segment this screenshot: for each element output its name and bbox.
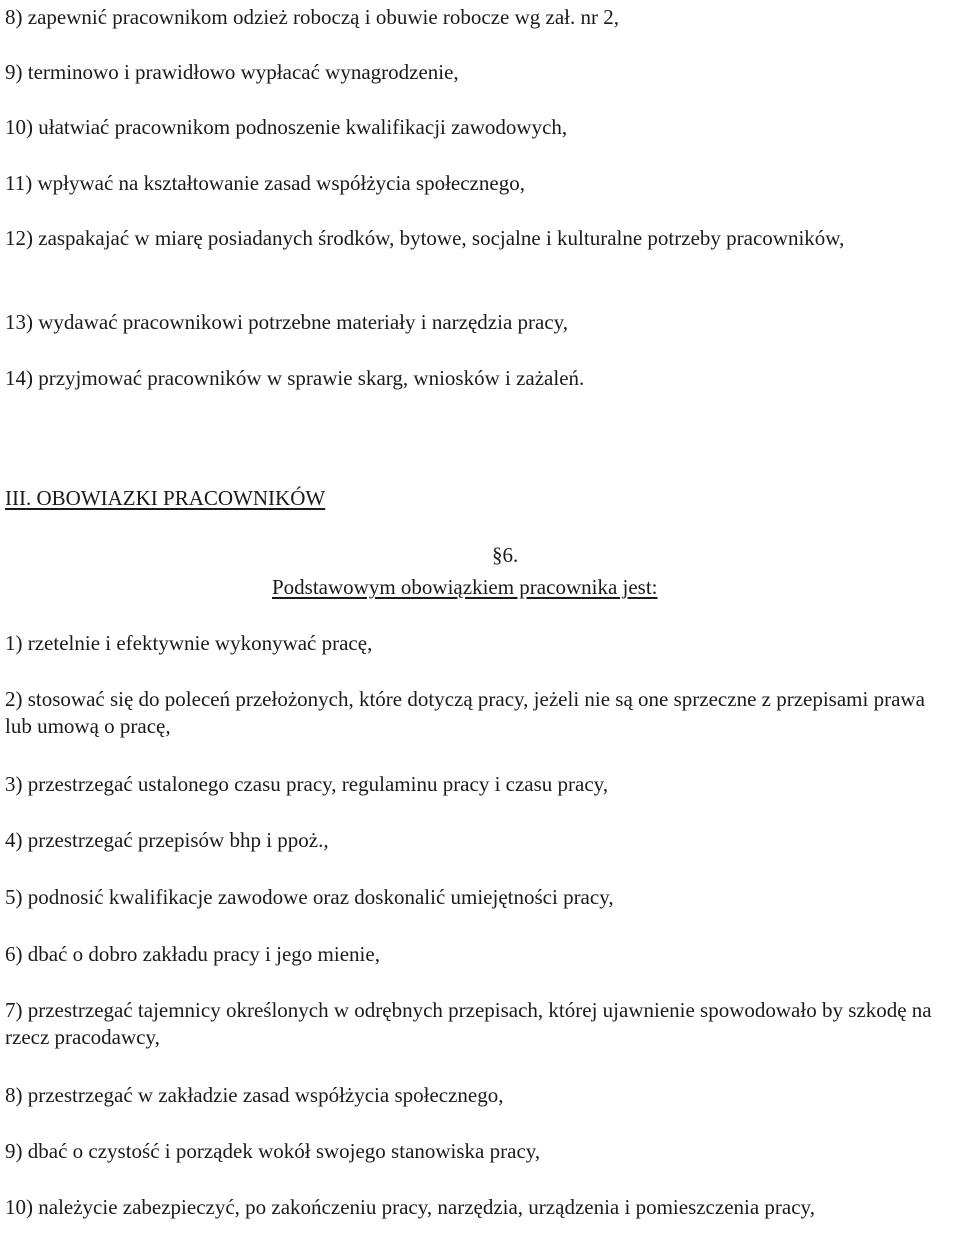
employer-duty-12: 12) zaspakajać w miarę posiadanych środków, bytowe, socjalne i kulturalne potrzeby pracowników, bbox=[5, 226, 845, 250]
employee-duty-7: 7) przestrzegać tajemnicy określonych w odrębnych przepisach, której ujawnienie spowodowało by szkodę na rzecz pracodawcy, bbox=[5, 998, 932, 1049]
employer-duty-9: 9) terminowo i prawidłowo wypłacać wynagrodzenie, bbox=[5, 60, 459, 84]
employer-duty-14: 14) przyjmować pracowników w sprawie skarg, wniosków i zażaleń. bbox=[5, 366, 585, 390]
employee-duty-10: 10) należycie zabezpieczyć, po zakończeniu pracy, narzędzia, urządzenia i pomieszczenia pracy, bbox=[5, 1195, 815, 1219]
employee-duty-2: 2) stosować się do poleceń przełożonych, które dotyczą pracy, jeżeli nie są one sprzeczne z przepisami prawa lub umową o pracę, bbox=[5, 687, 925, 738]
employee-duty-9: 9) dbać o czystość i porządek wokół swojego stanowiska pracy, bbox=[5, 1139, 541, 1163]
section-intro: Podstawowym obowiązkiem pracownika jest: bbox=[272, 575, 658, 599]
employee-duty-4: 4) przestrzegać przepisów bhp i ppoż., bbox=[5, 828, 329, 852]
employee-duty-8: 8) przestrzegać w zakładzie zasad współżycia społecznego, bbox=[5, 1083, 504, 1107]
paragraph-mark: §6. bbox=[492, 543, 519, 567]
employer-duty-11: 11) wpływać na kształtowanie zasad współżycia społecznego, bbox=[5, 171, 525, 195]
employee-duty-6: 6) dbać o dobro zakładu pracy i jego mienie, bbox=[5, 942, 380, 966]
employee-duty-5: 5) podnosić kwalifikacje zawodowe oraz doskonalić umiejętności pracy, bbox=[5, 885, 614, 909]
employer-duty-13: 13) wydawać pracownikowi potrzebne materiały i narzędzia pracy, bbox=[5, 310, 569, 334]
employee-duty-3: 3) przestrzegać ustalonego czasu pracy, regulaminu pracy i czasu pracy, bbox=[5, 772, 609, 796]
employee-duty-1: 1) rzetelnie i efektywnie wykonywać pracę, bbox=[5, 631, 373, 655]
paragraph-number: 6. bbox=[502, 543, 519, 567]
employer-duty-10: 10) ułatwiać pracownikom podnoszenie kwalifikacji zawodowych, bbox=[5, 115, 568, 139]
section-heading: III. OBOWIAZKI PRACOWNIKÓW bbox=[5, 486, 326, 510]
employer-duty-8: 8) zapewnić pracownikom odzież roboczą i obuwie robocze wg zał. nr 2, bbox=[5, 5, 619, 29]
